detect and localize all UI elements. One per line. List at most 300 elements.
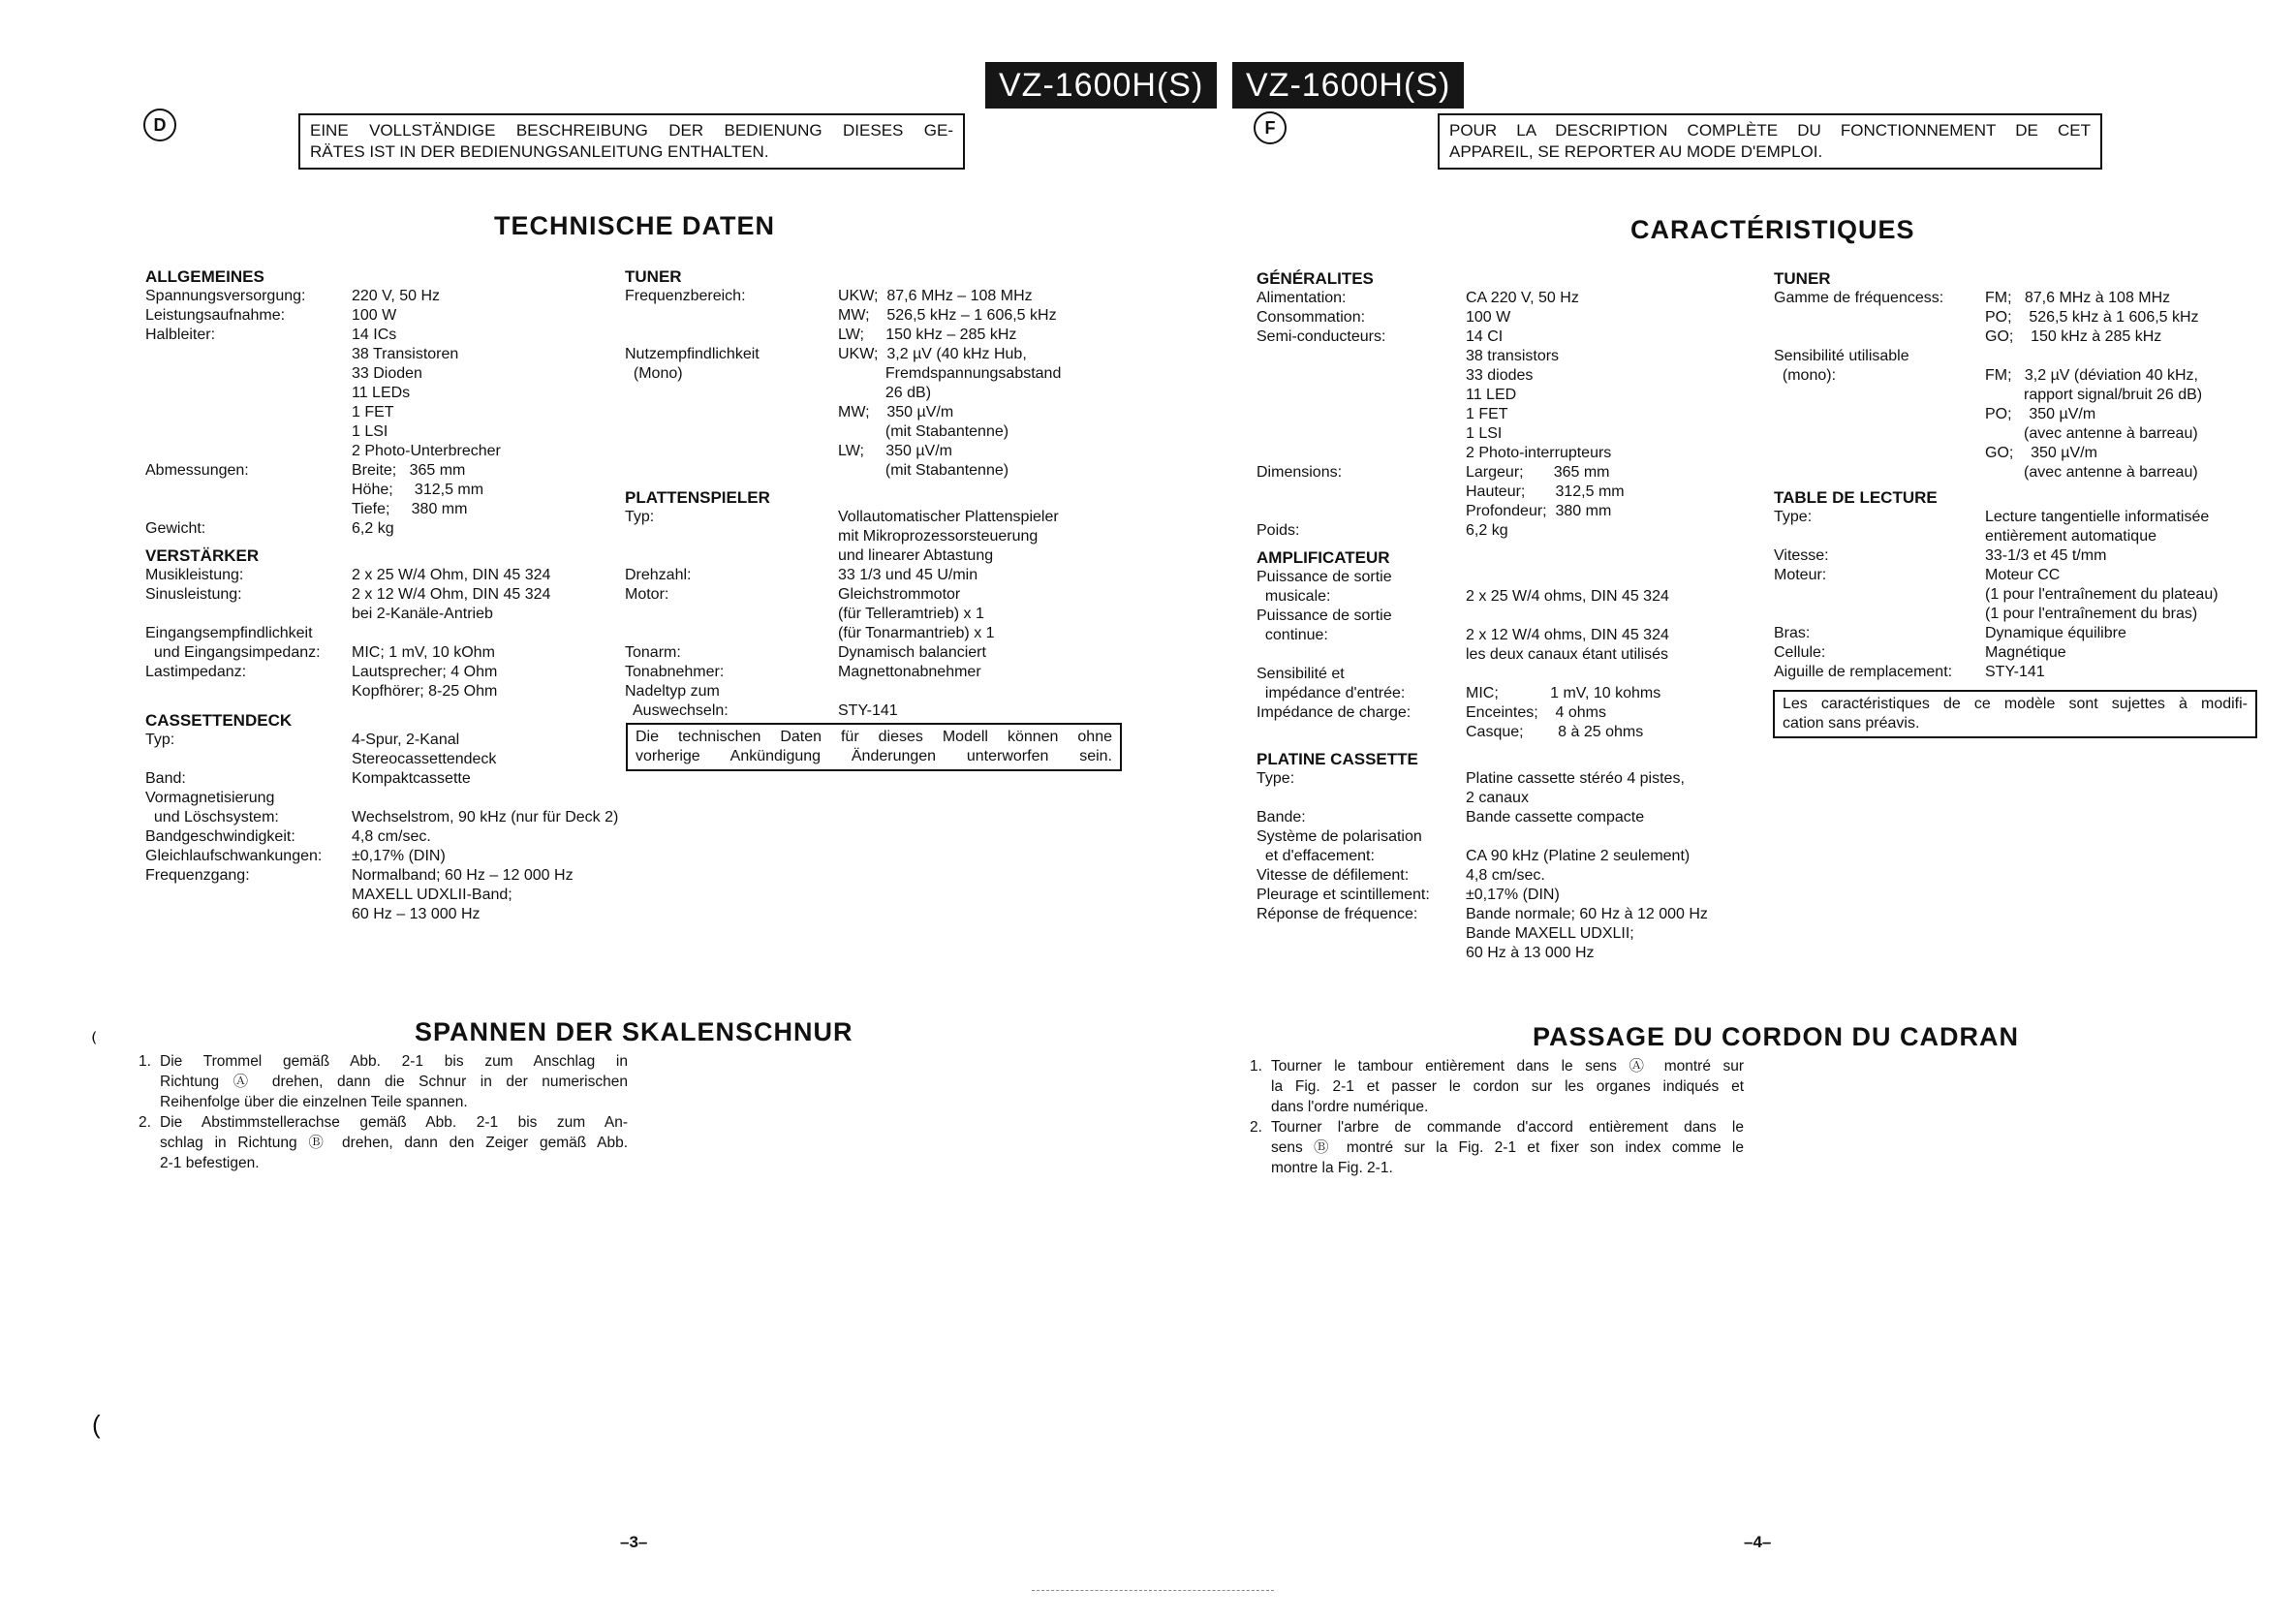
spec-row xyxy=(1257,607,1708,626)
spec-label xyxy=(145,403,352,422)
spec-row xyxy=(1257,587,1708,607)
spec-value: 1 LSI xyxy=(1466,425,1503,442)
step-number: 2. xyxy=(139,1114,151,1131)
spec-value: bei 2-Kanäle-Antrieb xyxy=(352,606,493,622)
spec-value: GO; 150 kHz à 285 kHz xyxy=(1985,328,2162,345)
spec-label xyxy=(1774,585,1985,605)
spec-value: rapport signal/bruit 26 dB) xyxy=(1985,387,2203,403)
spec-row xyxy=(1257,808,1708,827)
spec-label: et d'effacement: xyxy=(1257,848,1375,864)
change-note-fr xyxy=(1773,690,2257,738)
spec-row xyxy=(145,384,618,403)
spec-row xyxy=(625,585,1061,605)
spec-value: 14 CI xyxy=(1466,328,1504,345)
spec-row xyxy=(145,519,618,539)
step-item xyxy=(1250,1056,1744,1117)
spec-value: FM; 87,6 MHz à 108 MHz xyxy=(1985,290,2171,306)
spec-row xyxy=(1774,663,2218,682)
spec-row xyxy=(145,500,618,519)
spec-row xyxy=(145,789,618,808)
section-title-fr: PASSAGE DU CORDON DU CADRAN xyxy=(1533,1022,2020,1051)
spec-value: Wechselstrom, 90 kHz (nur für Deck 2) xyxy=(352,809,619,826)
spec-value: Bande MAXELL UDXLII; xyxy=(1466,925,1634,942)
notice-line: RÄTES IST IN DER BEDIENUNGSANLEITUNG ENTHALTEN. xyxy=(310,142,769,161)
spec-label: Vitesse: xyxy=(1774,547,1829,564)
spec-row xyxy=(625,287,1061,306)
spec-label: continue: xyxy=(1257,627,1328,643)
spec-value: 33 1/3 und 45 U/min xyxy=(838,567,978,583)
spec-value: (avec antenne à barreau) xyxy=(1985,425,2198,442)
spec-label: Système de polarisation xyxy=(1257,828,1422,845)
spec-row xyxy=(1257,626,1708,645)
spec-label: Type: xyxy=(1257,770,1295,787)
spec-label: Alimentation: xyxy=(1257,290,1347,306)
spec-row xyxy=(145,663,618,682)
step-text xyxy=(160,1112,628,1173)
spec-value: 100 W xyxy=(352,307,397,324)
spec-label xyxy=(625,624,838,643)
spec-label xyxy=(1774,327,1985,347)
spec-row xyxy=(145,461,618,481)
spec-label: Nutzempfindlichkeit xyxy=(625,346,760,362)
spec-label xyxy=(625,326,838,345)
spec-row xyxy=(1257,444,1708,463)
spec-value: 1 LSI xyxy=(352,423,388,440)
spec-label xyxy=(1257,924,1466,944)
spec-row xyxy=(145,306,618,326)
spec-row xyxy=(1774,463,2218,483)
spec-label xyxy=(1257,789,1466,808)
step-item xyxy=(1250,1117,1744,1178)
spec-value: CA 90 kHz (Platine 2 seulement) xyxy=(1466,848,1691,864)
step-line: Reihenfolge über die einzelnen Teile spannen. xyxy=(160,1094,468,1110)
spec-row xyxy=(145,624,618,643)
spec-row xyxy=(625,701,1061,721)
spec-value: les deux canaux étant utilisés xyxy=(1466,646,1669,663)
spec-row xyxy=(145,769,618,789)
spec-row xyxy=(1257,944,1708,963)
spec-label: Frequenzgang: xyxy=(145,867,250,884)
spec-list xyxy=(1257,289,1708,541)
note-line: Les caractéristiques de ce modèle sont sujettes à modifi- xyxy=(1783,696,2248,712)
spec-value: (mit Stabantenne) xyxy=(838,462,1009,479)
spec-row xyxy=(145,403,618,422)
spec-row xyxy=(1257,289,1708,308)
spec-label xyxy=(1774,424,1985,444)
spec-value: Lecture tangentielle informatisée xyxy=(1985,509,2210,525)
spec-row xyxy=(1774,566,2218,585)
scan-line xyxy=(1032,1590,1274,1591)
spec-label xyxy=(625,422,838,442)
spec-label xyxy=(1774,308,1985,327)
spec-value: 14 ICs xyxy=(352,327,397,343)
spec-value: 38 Transistoren xyxy=(352,346,459,362)
notice-de xyxy=(298,113,965,170)
spec-row xyxy=(145,326,618,345)
spec-label: Type: xyxy=(1774,509,1813,525)
spec-label xyxy=(1774,605,1985,624)
spec-row xyxy=(625,624,1061,643)
step-line: montre la Fig. 2-1. xyxy=(1271,1160,1393,1176)
spec-value: Bande cassette compacte xyxy=(1466,809,1645,826)
spec-label: Halbleiter: xyxy=(145,327,216,343)
spec-row xyxy=(625,605,1061,624)
spec-label: Semi-conducteurs: xyxy=(1257,328,1386,345)
spec-value: ±0,17% (DIN) xyxy=(1466,887,1560,903)
spec-label: Spannungsversorgung: xyxy=(145,288,306,304)
spec-label: Frequenzbereich: xyxy=(625,288,746,304)
spec-label: Moteur: xyxy=(1774,567,1827,583)
spec-label xyxy=(625,461,838,481)
spec-label: Dimensions: xyxy=(1257,464,1343,481)
steps-fr xyxy=(1250,1056,1744,1178)
note-line: Die technischen Daten für dieses Modell können ohne xyxy=(636,729,1112,745)
spec-row xyxy=(1257,723,1708,742)
spec-row xyxy=(625,527,1061,546)
spec-value: Breite; 365 mm xyxy=(352,462,466,479)
spec-value: Kompaktcassette xyxy=(352,770,471,787)
spec-label xyxy=(625,546,838,566)
step-line: dans l'ordre numérique. xyxy=(1271,1099,1429,1115)
spec-value: Casque; 8 à 25 ohms xyxy=(1466,724,1644,740)
spec-value: MW; 350 µV/m xyxy=(838,404,954,421)
model-label-left: VZ-1600H(S) xyxy=(985,62,1217,109)
spec-label xyxy=(145,481,352,500)
step-line: schlag in Richtung Ⓑ drehen, dann den Zeiger gemäß Abb. xyxy=(160,1135,628,1151)
spec-value: Dynamisch balanciert xyxy=(838,644,986,661)
spec-label xyxy=(625,306,838,326)
spec-label: Typ: xyxy=(145,732,175,748)
spec-row xyxy=(1257,847,1708,866)
spec-label: Bande: xyxy=(1257,809,1306,826)
steps-de xyxy=(139,1051,628,1173)
spec-label xyxy=(1774,527,1985,546)
page-number-fr: –4– xyxy=(1744,1533,1772,1551)
spec-row xyxy=(625,682,1061,701)
spec-value: 60 Hz – 13 000 Hz xyxy=(352,906,481,922)
spec-value: 100 W xyxy=(1466,309,1511,326)
step-item xyxy=(139,1112,628,1173)
spec-row xyxy=(145,605,618,624)
spec-value: 220 V, 50 Hz xyxy=(352,288,441,304)
spec-value: Largeur; 365 mm xyxy=(1466,464,1610,481)
spec-row xyxy=(1774,585,2218,605)
spec-label xyxy=(1257,366,1466,386)
spec-value: Tiefe; 380 mm xyxy=(352,501,468,517)
spec-label xyxy=(1774,386,1985,405)
spec-label xyxy=(1257,424,1466,444)
spec-value: 1 FET xyxy=(1466,406,1508,422)
spec-label: Consommation: xyxy=(1257,309,1366,326)
step-line: 2-1 befestigen. xyxy=(160,1155,260,1171)
spec-row xyxy=(1774,347,2218,366)
spec-label: und Eingangsimpedanz: xyxy=(145,644,321,661)
spec-label: Bandgeschwindigkeit: xyxy=(145,828,295,845)
spec-row xyxy=(145,364,618,384)
spec-label: Vitesse de défilement: xyxy=(1257,867,1410,884)
spec-row xyxy=(1257,424,1708,444)
step-line: Tourner le tambour entièrement dans le sens Ⓐ montré sur xyxy=(1271,1058,1744,1075)
section-heading: ALLGEMEINES xyxy=(145,267,264,286)
spec-label: Auswechseln: xyxy=(625,702,729,719)
spec-row xyxy=(1774,527,2218,546)
spec-value: 11 LEDs xyxy=(352,385,411,401)
spec-row xyxy=(145,866,618,886)
step-text xyxy=(1271,1056,1744,1117)
note-line: cation sans préavis. xyxy=(1783,715,1920,732)
spec-label xyxy=(1257,444,1466,463)
spec-value: 2 x 12 W/4 Ohm, DIN 45 324 xyxy=(352,586,551,603)
spec-row xyxy=(1257,866,1708,886)
spec-label xyxy=(145,605,352,624)
step-text xyxy=(1271,1117,1744,1178)
spec-row xyxy=(145,905,618,924)
notice-fr xyxy=(1438,113,2102,170)
spec-row xyxy=(145,345,618,364)
spec-value: CA 220 V, 50 Hz xyxy=(1466,290,1579,306)
spec-label xyxy=(1257,405,1466,424)
spec-row xyxy=(1257,463,1708,483)
spec-label: Cellule: xyxy=(1774,644,1826,661)
spec-row xyxy=(145,731,618,750)
spec-value: 4,8 cm/sec. xyxy=(352,828,431,845)
spec-value: MIC; 1 mV, 10 kohms xyxy=(1466,685,1661,701)
spec-row xyxy=(1257,886,1708,905)
spec-row xyxy=(1257,568,1708,587)
spec-label: Band: xyxy=(145,770,186,787)
spec-value: FM; 3,2 µV (déviation 40 kHz, xyxy=(1985,367,2198,384)
spec-value: UKW; 87,6 MHz – 108 MHz xyxy=(838,288,1033,304)
spec-label xyxy=(1257,944,1466,963)
section-heading: VERSTÄRKER xyxy=(145,546,260,565)
spec-row xyxy=(1774,327,2218,347)
spec-value: 33-1/3 et 45 t/mm xyxy=(1985,547,2107,564)
spec-value: Höhe; 312,5 mm xyxy=(352,482,484,498)
spec-list xyxy=(1774,508,2218,682)
spec-label xyxy=(1257,502,1466,521)
notice-line: EINE VOLLSTÄNDIGE BESCHREIBUNG DER BEDIENUNG DIESES GE- xyxy=(310,121,953,140)
spec-label: Puissance de sortie xyxy=(1257,569,1392,585)
spec-label: und Löschsystem: xyxy=(145,809,279,826)
spec-value: STY-141 xyxy=(1985,664,2045,680)
spec-value: 6,2 kg xyxy=(352,520,394,537)
spec-label: Vormagnetisierung xyxy=(145,790,275,806)
spec-row xyxy=(145,847,618,866)
spec-label: Abmessungen: xyxy=(145,462,249,479)
spec-label: Sinusleistung: xyxy=(145,586,242,603)
spec-list xyxy=(625,287,1061,481)
spec-label xyxy=(625,527,838,546)
spec-value: 2 Photo-interrupteurs xyxy=(1466,445,1612,461)
step-line: Tourner l'arbre de commande d'accord entièrement dans le xyxy=(1271,1119,1744,1136)
fr-col-right xyxy=(1774,269,2218,682)
section-heading: PLATTENSPIELER xyxy=(625,488,770,507)
spec-value: Magnettonabnehmer xyxy=(838,664,981,680)
step-line: Die Trommel gemäß Abb. 2-1 bis zum Anschlag in xyxy=(160,1053,628,1070)
de-col-left xyxy=(145,267,618,924)
spec-row xyxy=(625,326,1061,345)
model-label-right: VZ-1600H(S) xyxy=(1232,62,1464,109)
spec-value: 26 dB) xyxy=(838,385,932,401)
lang-fr-icon: F xyxy=(1254,111,1287,144)
spec-label: Motor: xyxy=(625,586,669,603)
spec-label: Tonarm: xyxy=(625,644,681,661)
spec-row xyxy=(625,546,1061,566)
spec-row xyxy=(145,585,618,605)
spec-label: Réponse de fréquence: xyxy=(1257,906,1418,922)
spec-row xyxy=(1774,424,2218,444)
spec-row xyxy=(1774,624,2218,643)
spec-row xyxy=(145,643,618,663)
spec-row xyxy=(625,345,1061,364)
spec-value: 1 FET xyxy=(352,404,394,421)
spec-label xyxy=(145,442,352,461)
spec-value: LW; 350 µV/m xyxy=(838,443,952,459)
spec-row xyxy=(625,643,1061,663)
spec-row xyxy=(625,384,1061,403)
step-line: sens Ⓑ montré sur la Fig. 2-1 et fixer son index comme le xyxy=(1271,1139,1744,1156)
step-number: 2. xyxy=(1250,1119,1262,1136)
spec-label xyxy=(145,886,352,905)
spec-value: 2 x 12 W/4 ohms, DIN 45 324 xyxy=(1466,627,1669,643)
page-title-de: TECHNISCHE DATEN xyxy=(494,211,776,240)
spec-label: Drehzahl: xyxy=(625,567,692,583)
spec-label xyxy=(1774,444,1985,463)
spec-label: Tonabnehmer: xyxy=(625,664,725,680)
change-note-de xyxy=(626,723,1122,771)
spec-value: STY-141 xyxy=(838,702,898,719)
spec-row xyxy=(145,886,618,905)
spec-label: musicale: xyxy=(1257,588,1331,605)
spec-label xyxy=(145,345,352,364)
spec-value: UKW; 3,2 µV (40 kHz Hub, xyxy=(838,346,1027,362)
spec-label xyxy=(145,422,352,442)
spec-row xyxy=(1257,347,1708,366)
spec-value: und linearer Abtastung xyxy=(838,547,994,564)
spec-row xyxy=(625,422,1061,442)
spec-label: Bras: xyxy=(1774,625,1811,641)
spec-row xyxy=(1257,405,1708,424)
spec-value: 2 Photo-Unterbrecher xyxy=(352,443,501,459)
spec-row xyxy=(625,306,1061,326)
spec-label: Gamme de fréquencess: xyxy=(1774,290,1944,306)
spec-row xyxy=(1257,703,1708,723)
spec-value: MW; 526,5 kHz – 1 606,5 kHz xyxy=(838,307,1057,324)
section-heading: CASSETTENDECK xyxy=(145,711,293,730)
spec-row xyxy=(145,481,618,500)
spec-value: 33 diodes xyxy=(1466,367,1534,384)
spec-value: Gleichstrommotor xyxy=(838,586,961,603)
spec-value: Dynamique équilibre xyxy=(1985,625,2126,641)
spec-value: entièrement automatique xyxy=(1985,528,2156,545)
page-number-de: –3– xyxy=(620,1533,648,1551)
spec-label: Sensibilité utilisable xyxy=(1774,348,1909,364)
spec-value: ±0,17% (DIN) xyxy=(352,848,446,864)
spec-row xyxy=(1257,366,1708,386)
spec-label xyxy=(1257,483,1466,502)
spec-label xyxy=(145,905,352,924)
spec-value: MAXELL UDXLII-Band; xyxy=(352,887,512,903)
spec-row xyxy=(1257,645,1708,665)
spec-value: PO; 526,5 kHz à 1 606,5 kHz xyxy=(1985,309,2199,326)
spec-row xyxy=(1257,789,1708,808)
spec-row xyxy=(625,364,1061,384)
spec-label xyxy=(145,750,352,769)
spec-row xyxy=(625,663,1061,682)
spec-row xyxy=(1774,386,2218,405)
step-text xyxy=(160,1051,628,1112)
spec-label: (Mono) xyxy=(625,365,683,382)
spec-row xyxy=(1257,905,1708,924)
spec-value: 6,2 kg xyxy=(1466,522,1508,539)
spec-value: LW; 150 kHz – 285 kHz xyxy=(838,327,1017,343)
spec-row xyxy=(1257,665,1708,684)
spec-value: 2 x 25 W/4 Ohm, DIN 45 324 xyxy=(352,567,551,583)
spec-label: Puissance de sortie xyxy=(1257,608,1392,624)
spec-value: GO; 350 µV/m xyxy=(1985,445,2097,461)
spec-row xyxy=(1257,502,1708,521)
spec-row xyxy=(1774,405,2218,424)
step-item xyxy=(139,1051,628,1112)
step-line: Die Abstimmstellerachse gemäß Abb. 2-1 bis zum An- xyxy=(160,1114,628,1131)
section-heading: GÉNÉRALITES xyxy=(1257,269,1374,288)
spec-label: Gleichlaufschwankungen: xyxy=(145,848,323,864)
spec-label xyxy=(625,403,838,422)
spec-list xyxy=(145,566,618,701)
spec-value: (1 pour l'entraînement du plateau) xyxy=(1985,586,2218,603)
spec-label: Impédance de charge: xyxy=(1257,704,1412,721)
spec-label: Lastimpedanz: xyxy=(145,664,247,680)
spec-row xyxy=(1774,605,2218,624)
spec-row xyxy=(145,682,618,701)
spec-row xyxy=(625,508,1061,527)
spec-label xyxy=(625,442,838,461)
spec-label xyxy=(145,682,352,701)
lang-de-icon: D xyxy=(143,109,176,141)
spec-row xyxy=(625,566,1061,585)
spec-value: 2 canaux xyxy=(1466,790,1529,806)
spec-row xyxy=(145,750,618,769)
spec-value: mit Mikroprozessorsteuerung xyxy=(838,528,1039,545)
spec-label xyxy=(145,384,352,403)
spec-row xyxy=(1774,289,2218,308)
spec-label: Pleurage et scintillement: xyxy=(1257,887,1430,903)
step-number: 1. xyxy=(1250,1058,1262,1075)
spec-row xyxy=(1257,521,1708,541)
spec-row xyxy=(145,422,618,442)
spec-label: Typ: xyxy=(625,509,655,525)
fr-col-left xyxy=(1257,269,1708,963)
spec-label: Musikleistung: xyxy=(145,567,244,583)
spec-value: (für Telleramtrieb) x 1 xyxy=(838,606,984,622)
spec-label: Sensibilité et xyxy=(1257,666,1345,682)
spec-row xyxy=(1774,444,2218,463)
spec-value: (avec antenne à barreau) xyxy=(1985,464,2198,481)
section-heading: PLATINE CASSETTE xyxy=(1257,750,1418,768)
spec-list xyxy=(145,287,618,539)
spec-label xyxy=(1257,723,1466,742)
spec-value: 33 Dioden xyxy=(352,365,422,382)
spec-row xyxy=(1774,508,2218,527)
spec-label xyxy=(625,384,838,403)
spec-row xyxy=(625,403,1061,422)
spec-value: Platine cassette stéréo 4 pistes, xyxy=(1466,770,1685,787)
spec-value: 11 LED xyxy=(1466,387,1517,403)
margin-mark: ⁽ xyxy=(91,1027,98,1056)
spec-label xyxy=(1774,463,1985,483)
spec-row xyxy=(1257,827,1708,847)
spec-label xyxy=(1257,347,1466,366)
